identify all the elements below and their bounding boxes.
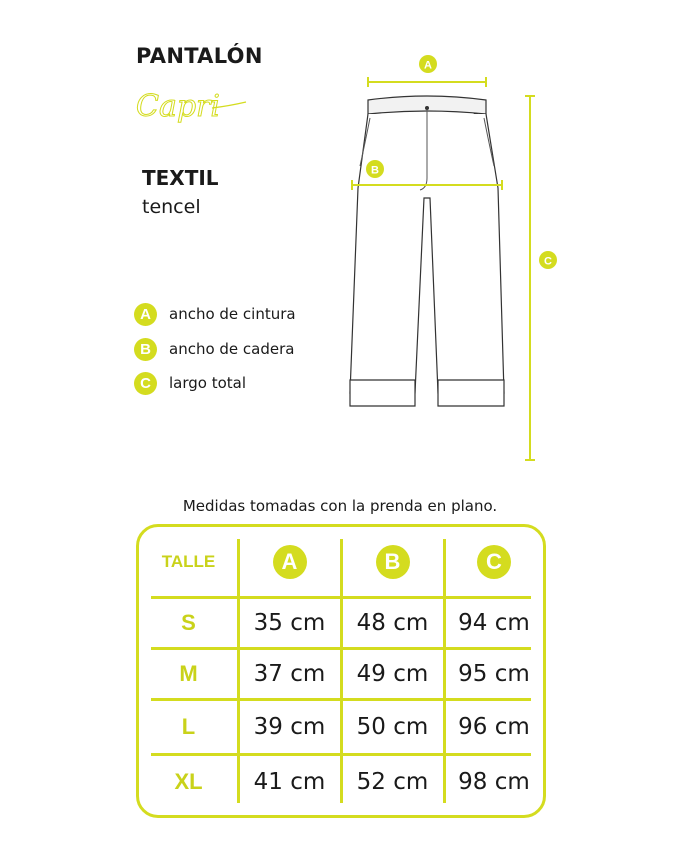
row-size-m: M [179, 660, 198, 686]
legend-item-c [134, 371, 246, 395]
legend-label-b: ancho de cadera [169, 340, 295, 358]
right-cuff [438, 380, 504, 406]
pants-diagram [330, 48, 570, 468]
button-icon [425, 106, 429, 110]
size-table [136, 524, 546, 818]
table-cell: 96 cm [458, 713, 530, 740]
header-badge-a: A [273, 545, 307, 579]
header-b [342, 527, 443, 597]
fabric-name: tencel [142, 196, 201, 218]
product-title: PANTALÓN [136, 44, 263, 68]
table-cell: 35 cm [253, 609, 326, 636]
marker-c-label: C [544, 255, 552, 268]
table-cell: 48 cm [356, 609, 429, 636]
table-cell: 49 cm [356, 660, 429, 687]
row-size-s: S [181, 609, 196, 635]
table-cell: 94 cm [458, 609, 530, 636]
legend-badge-a: A [134, 303, 157, 326]
header-c [445, 527, 543, 597]
row-size-xl: XL [174, 769, 203, 794]
marker-a-label: A [424, 59, 432, 72]
legend-label-c: largo total [169, 374, 247, 392]
marker-b-label: B [371, 164, 379, 177]
legend-item-b [134, 337, 294, 361]
style-name-script [134, 84, 254, 128]
measurement-note: Medidas tomadas con la prenda en plano. [182, 497, 498, 515]
table-cell: 50 cm [356, 713, 429, 740]
legend-label-a: ancho de cintura [169, 305, 296, 323]
legend-badge-b: B [134, 338, 157, 361]
table-cell: 39 cm [253, 713, 326, 740]
legend-item-a [134, 302, 296, 326]
style-name-text: Capri [136, 89, 220, 124]
table-cell: 37 cm [253, 660, 326, 687]
table-cell: 95 cm [458, 660, 530, 687]
table-cell: 98 cm [458, 769, 530, 795]
table-cell: 52 cm [356, 769, 429, 795]
legend-badge-c: C [134, 372, 157, 395]
header-badge-b: B [376, 545, 410, 579]
header-badge-c: C [477, 545, 511, 579]
header-size: TALLE [161, 552, 216, 571]
left-cuff [350, 380, 415, 406]
fabric-heading: TEXTIL [142, 166, 219, 190]
header-a [239, 527, 340, 597]
row-size-l: L [181, 713, 196, 739]
table-cell: 41 cm [253, 769, 326, 795]
